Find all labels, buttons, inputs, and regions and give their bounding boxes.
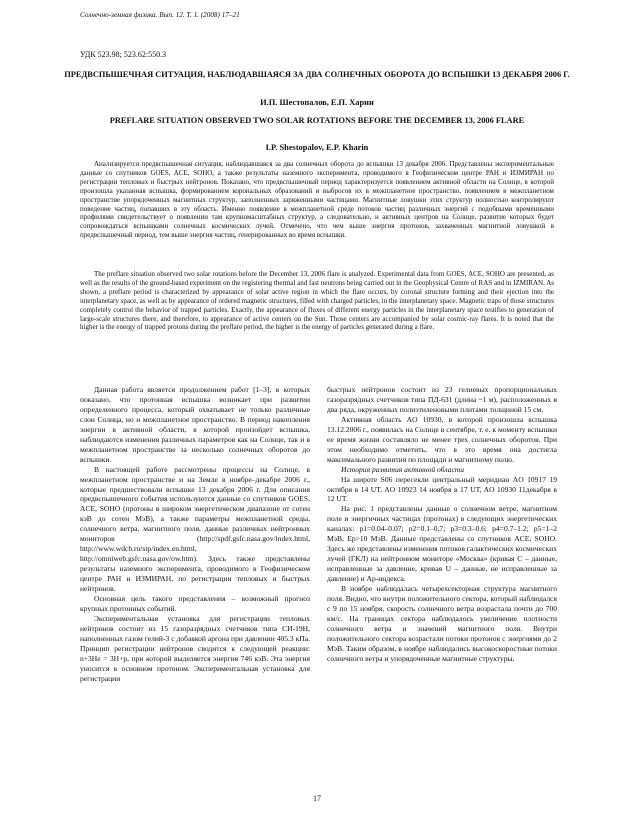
- abstract-english: [80, 270, 554, 332]
- right-paragraph: На широте S06 пересекли центральный меридиан AO 10917 19 октября в 14 UT, AO 10923 14 ноября в 17 UT, AO 10930 11декабря в 12 UT.: [327, 474, 557, 504]
- right-paragraph: На рис. 1 представлены данные о солнечном ветре, магнитном поле и энергичных частицах (протонах) в следующих энергетических каналах: p1=0.04–0.07; p2=0.1–0.7; p3=0.3–0.6; p4=0.7–1.2; p5=1–2 МэВ, Ep>10 МэВ. Данные представлены со спутников ACE, SOHO. Здесь же представлены изменения потоков галактических космических лучей (ГКЛ) на нейтронном мониторе «Москва» (кривая C – данные, исправленные за давление, кривая U – данные, не исправленные за давление) и Ap-индекса.: [327, 504, 557, 584]
- title-russian: ПРЕДВСПЫШЕЧНАЯ СИТУАЦИЯ, НАБЛЮДАВШАЯСЯ ЗА ДВА СОЛНЕЧНЫХ ОБОРОТА ДО ВСПЫШКИ 13 ДЕКАБРЯ 2006 Г.: [64, 70, 570, 79]
- right-paragraph: В ноябре наблюдалась четырехсекторная структура магнитного поля. Видно, что внутри положительного сектора, который наблюдался с 9 по 15 ноября, скорость солнечного ветра возрастала почти до 700 км/с. На границах сектора наблюдалось увеличение плотности солнечного ветра и значений магнитного поля. Внутри положительного сектора возрастали потоки протонов с энергиями до 2 МэВ. Таким образом, в ноябре наблюдались высокоскоростные потоки солнечного ветра и упорядоченные магнитные структуры,: [327, 584, 557, 663]
- authors-russian: И.П. Шестопалов, Е.П. Харин: [260, 98, 374, 107]
- abstract-english-text: The preflare situation observed two solar rotations before the December 13, 2006 flare is analyzed. Experimental data from GOES, ACE, SOHO are presented, as well as the results of the ground-based experiment on the registering thermal and fast neutrons being carried out in the Geophysical Centre of RAS and in IZMIRAN. As shown, a preflare period is characterized by appearance of solar active region in which the flare occurs, by coronal structure forming and their ejection into the interplanetary space, as well as by appearance of ordered magnetic structures, filled with charged particles, in the interplanetary space. Magnetic traps of those structures completely control the behavior of trapped particles. Exactly, the appearance of fluxes of different energy particles in the interplanetary space testifies to generation of large-scale structures there, and therefore, to appearance of active centers on the Sun. Those centers are accompanied by solar cosmic-ray flares. It is noted that the higher is the energy of trapped protons during the preflare period, the higher is the energy of particles generated during a flare.: [80, 270, 554, 332]
- left-paragraph: Данная работа является продолжением работ [1–3], в которых показано, что протонная вспышка возникает при развитии определенного процесса, который охватывает не только различные слои Солнца, но и межпланетное пространство. В период накопления энергии в активной области, в которой произойдет вспышка, наблюдаются изменения различных параметров как на Солнце, так и в межпланетном пространстве за несколько солнечных оборотов до вспышки.: [80, 385, 310, 464]
- page-number: 17: [313, 794, 321, 803]
- right-column: [327, 385, 557, 664]
- right-paragraph: Активная область AO 10930, в которой произошла вспышка 13.12.2006 г., появилась на Солнце в сентябре, т. е. к моменту вспышки ее время жизни составляло не менее трех солнечных оборотов. При этом необходимо отметить, что в это время она достигла максимального развития по площади и магнитному полю.: [327, 414, 557, 464]
- title-english: PREFLARE SITUATION OBSERVED TWO SOLAR ROTATIONS BEFORE THE DECEMBER 13, 2006 FLARE: [109, 116, 525, 125]
- left-paragraph: Основная цель такого представления – возможный прогноз крупных протонных событий.: [80, 594, 310, 613]
- abstract-russian: [80, 160, 554, 240]
- journal-header: Солнечно-земная физика. Вып. 12. Т. 1. (2008) 17–21: [80, 11, 240, 19]
- right-paragraph: быстрых нейтронов состоит из 23 гелиевых пропорциональных газоразрядных счетчиков типа ПД-631 (длина ~1 м), расположенных в два ряда, окруженных полиэтиленовыми плитами толщиной 15 см.: [327, 385, 557, 414]
- section-subheading: История развития активной области: [341, 464, 465, 474]
- left-paragraph: Экспериментальная установка для регистрации тепловых нейтронов состоит из 15 газоразрядных счетчиков типа СИ-19Н, наполненных газом гелий-3 с добавкой аргона при давлении 405.3 кПа. Принцип регистрации нейтронов сводится к следующей реакции: n+3He = 3H+p, при которой выделяется энергия 746 кэВ. Эта энергия уносится в основном протоном. Экспериментальная установка для регистрации: [80, 613, 310, 683]
- authors-english: I.P. Shestopalov, E.P. Kharin: [265, 143, 369, 152]
- abstract-russian-text: Анализируется предвспышечная ситуация, наблюдавшаяся за два солнечных оборота до вспышки 13 декабря 2006. Представлены экспериментальные данные со спутников GOES, ACE, SOHO, а также результаты наземного эксперимента, проводимого в Геофизическом центре РАН и ИЗМИРАН по регистрации тепловых и быстрых нейтронов. Показано, что предвспышечный период характеризуется появлением активной области на Солнце, в которой произошла указанная вспышка, формированием корональных образований и выбросов их в межпланетное пространство, появлением в межпланетном пространстве упорядоченных магнитных структур, заполненных заряженными частицами. Магнитные ловушки этих структур полностью контролируют поведение частиц, попавших в эту область. Именно появление в межпланетной среде потоков частиц различных энергий с подобными временными профилями свидетельствует о появлении там крупномасштабных структур, а следовательно, и активных центров на Солнце, развитие которых будет сопровождаться вспышками солнечных космических лучей. Отмечено, что чем выше энергия протонов, захваченных магнитной ловушкой в предвспышечный период, тем выше энергия частиц, генерированных во время вспышки.: [80, 160, 554, 240]
- left-column: [80, 385, 310, 684]
- udc-code: УДК 523.98; 523.62:550.3: [80, 50, 167, 59]
- left-paragraph: В настоящей работе рассмотрены процессы на Солнце, в межпланетном пространстве и на Земле в ноябре–декабре 2006 г., которые предшествовали вспышке 13 декабря 2006 г. Для описания предвспышечного события используются данные со спутников GOES, ACE, SOHO (протоны в широком энергетическом диапазоне от сотен кэВ до сотен МэВ), а также параметры межпланетной среды, солнечного ветра, магнитного поля, данные различных нейтронных мониторов (http://spdf.gsfc.nasa.gov/index.html, http://www.wdcb.ru/stp/index.en.html, http://omniweb.gsfc.nasa.gov/ow.htm). Здесь также представлены результаты наземного эксперимента, проводимого в Геофизическом центре РАН и ИЗМИРАН, по регистрации тепловых и быстрых нейтронов.: [80, 464, 310, 594]
